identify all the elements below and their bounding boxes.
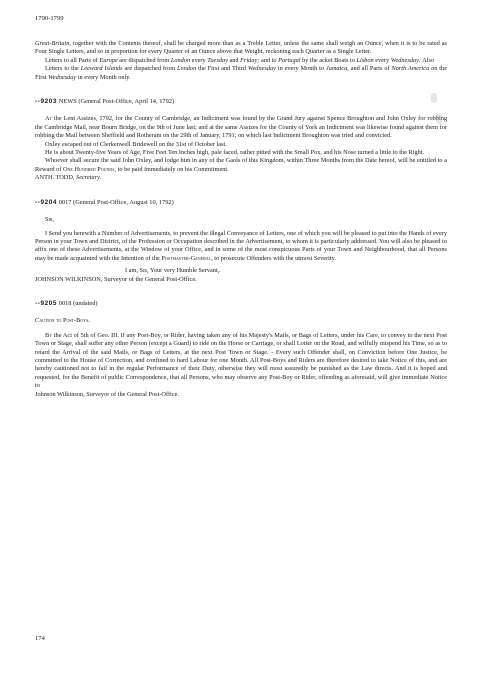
scan-smudge (431, 93, 437, 103)
continuation-paragraph-3: Letters to the Leeward Islands are dispatched from London the First and Third Wednesday in every Month to Jamaica, and all Parts of North America on the First Wednesday in every Month only. (35, 65, 447, 81)
entry-number-9204: --9204 (35, 198, 58, 206)
page-body (35, 40, 447, 399)
entry-9205-signature: Johnson Wilkinson, Surveyor of the General Post-Office. (35, 390, 179, 398)
entry-number-9203: --9203 (35, 98, 58, 106)
entry-heading-9205: --9205 0018 (undated) (35, 299, 98, 307)
entry-9203-paragraph-4: Whoever shall secure the said John Oxley, and lodge him in any of the Gaols of this Kingdom, within Three Months from the Date hereof, will be entitled to a Reward of One Hundred Pounds, to be paid immediately on his Commitment. (35, 157, 447, 173)
entry-9203-paragraph-1: At the Lent Assizes, 1792, for the County of Cambridge, an Indictment was found by the Grand Jury against Spence Broughton and John Oxley for robbing the Cambridge Mail, near Bourn Bridge, on the 9th of June last; and at the same Assizes for the County of York an Indictment was likewise found against them for robbing the Mail between Sheffield and Rotheram on the 29th of January, 1791; on which last Indictment Broughton was tried and convicted. (35, 115, 447, 140)
entry-9203-paragraph-3: He is about Twenty-five Years of Age, Five Feet Ten Inches high, pale faced, rather pitted with the Small Pox, and his Nose turned a little to the Right. (45, 149, 425, 157)
continuation-paragraph-1: Great-Britain, together with the Contents thereof, shall be charged more than as a Treble Letter, unless the same shall weigh an Ounce, when it is to be rated as Four Single Letters, and so in proportion for every Quarter of an Ounce above that Weight, reckoning each Quarter as a Single Letter. (35, 40, 447, 56)
entry-9204-salutation: Sir, (45, 216, 55, 224)
entry-9204-paragraph-1: I Send you herewith a Number of Advertisements, to prevent the illegal Conveyance of Letters, one of which you will be pleased to put into the Hands of every Person in your Town and District, of the Profession or Occupation described in the Advertisement, to whom it is particularly addressed. You will also be pleased to affix one of these Advertisements, at the Window of your Office, and in some of the most conspicuous Parts of your Town and Neighbourhood, that all Persons may be made acquainted with the Intention of the Postmaster-General, to prosecute Offenders with the utmost Severity. (35, 229, 447, 262)
running-head: 1790-1799 (35, 15, 64, 22)
entry-9205-title: Caution to Post-Boys. (35, 317, 90, 325)
continuation-paragraph-2: Letters to all Parts of Europe are dispatched from London every Tuesday and Friday; and to Portugal by the acket Boats to Lisbon every Wednesday: Also (45, 56, 435, 64)
entry-9204-closing: I am, Sir, Your very Humble Servant,. (125, 267, 221, 275)
page-number: 174 (35, 635, 45, 642)
entry-heading-9203: --9203 NEWS (General Post-Office, April 14, 1792) (35, 98, 175, 106)
entry-9205-paragraph-1: By the Act of 5th of Geo. III. If any Post-Boy, or Rider, having taken any of his Majesty's Mails, or Bags of Letters, under his Care, to convey to the next Post Town or Stage, shall suffer any other Person (except a Guard) to ride on the Horse or Carriage, or shall Loiter on the Road, and wilfully mispend his Time, so as to retard the Arrival of the said Mails, or Bags of Letters, at the next Post Town or Stage. - Every such Offender shall, on Conviction before One Justice, be committed to the House of Correction, and confined to hard Labour for one Month. All Post-Boys and Riders are therefore desired to take Notice of this, and are hereby cautioned not to fail in the regular Performance of their Duty, otherwise they will most assuredly be punished as the Law directs. And it is hoped and requested, for the Benefit of public Correspondence, that all Persons, who may observe any Post-Boy or Rider, offending as aforesaid, will give immediate Notice to (35, 331, 447, 390)
scan-smudge (436, 114, 442, 124)
entry-heading-9204: --9204 0017 (General Post-Office, August 10, 1792) (35, 198, 174, 206)
entry-number-9205: --9205 (35, 299, 58, 307)
entry-9203-paragraph-2: Oxley escaped out of Clerkenwell Bridewell on the 31st of October last. (45, 140, 227, 148)
entry-9203-signature: ANTH. TODD, Secretary. (35, 174, 102, 182)
entry-9204-signature: JOHNSON WILKINSON, Surveyor of the General Post-Office. (35, 275, 197, 283)
